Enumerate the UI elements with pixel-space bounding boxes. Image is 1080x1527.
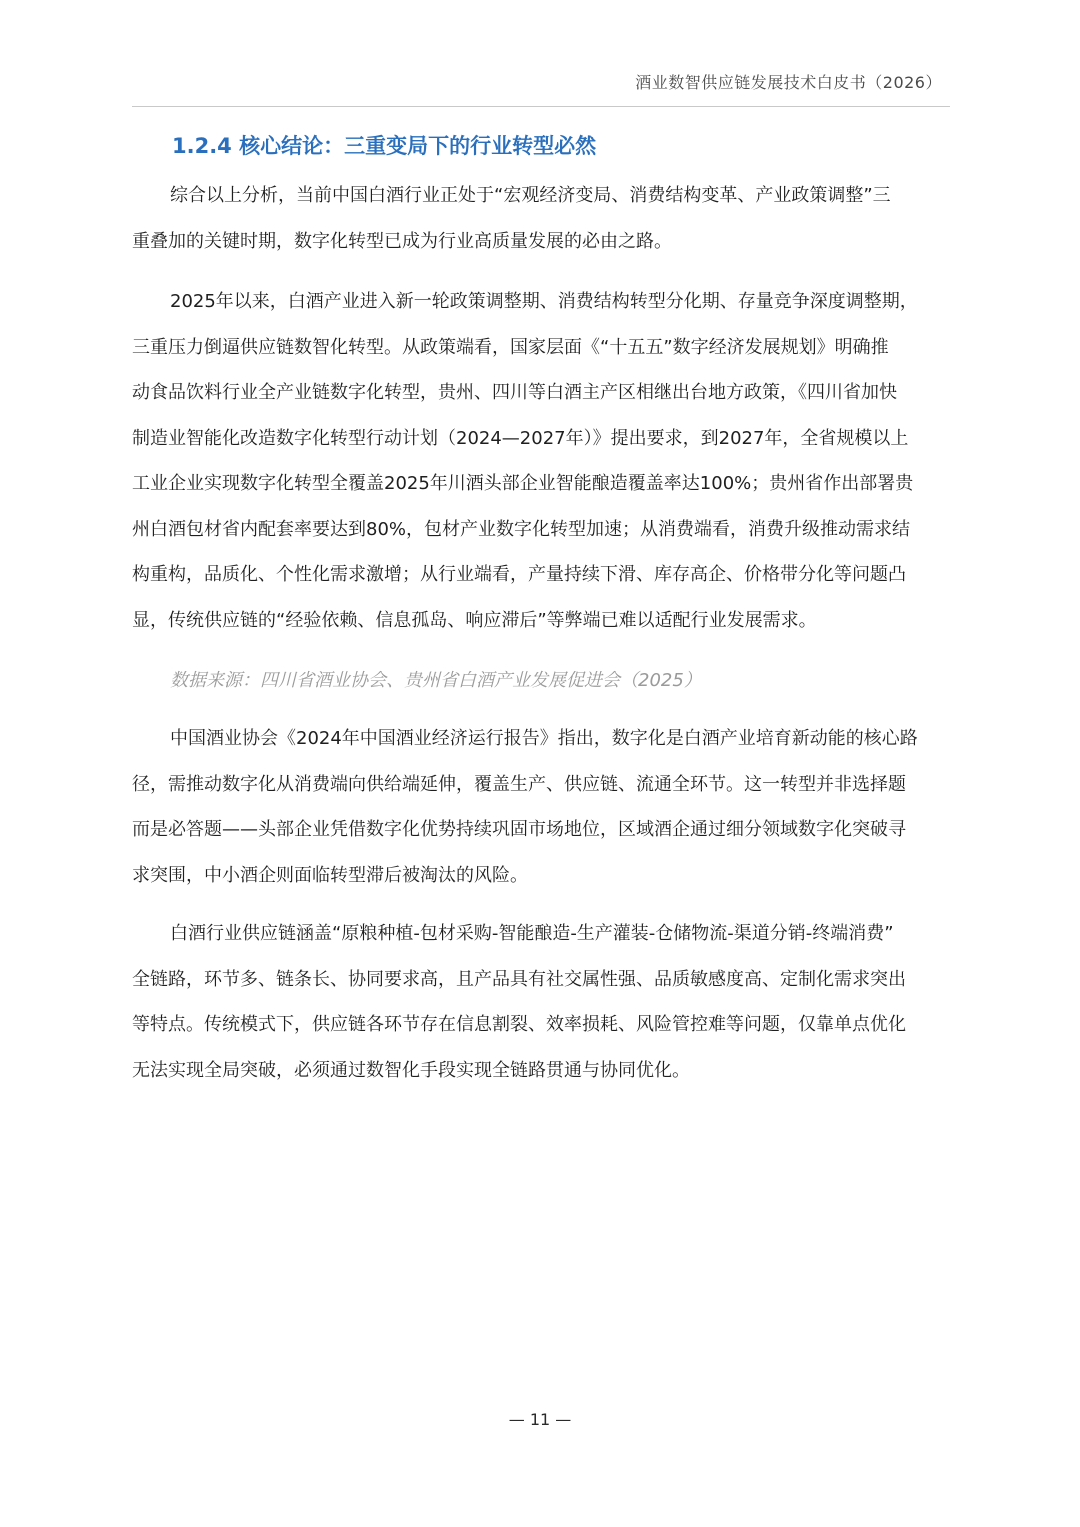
paragraph-line: 等特点。传统模式下，供应链各环节存在信息割裂、效率损耗、风险管控难等问题，仅靠单点优化 <box>132 1014 906 1035</box>
paragraph-line: 无法实现全局突破，必须通过数智化手段实现全链路贯通与协同优化。 <box>132 1059 690 1081</box>
paragraph-line: 州白酒包材省内配套率要达到80%，包材产业数字化转型加速；从消费端看，消费升级推动需求结 <box>132 518 911 540</box>
running-header-title: 酒业数智供应链发展技术白皮书（2026） <box>635 73 942 92</box>
paragraph-industry-report <box>132 726 952 908</box>
paragraph-summary <box>132 183 952 274</box>
data-source-note: 数据来源：四川省酒业协会、贵州省白酒产业发展促进会（2025） <box>170 670 702 691</box>
paragraph-policy-context <box>132 289 952 653</box>
section-heading: 1.2.4 核心结论：三重变局下的行业转型必然 <box>172 134 597 158</box>
paragraph-line: 工业企业实现数字化转型全覆盖2025年川酒头部企业智能酿造覆盖率达100%；贵州省作出部署贵 <box>132 473 914 494</box>
paragraph-line: 重叠加的关键时期，数字化转型已成为行业高质量发展的必由之路。 <box>132 230 672 252</box>
paragraph-line: 构重构，品质化、个性化需求激增；从行业端看，产量持续下滑、库存高企、价格带分化等问题凸 <box>132 564 906 585</box>
paragraph-line: 全链路，环节多、链条长、协同要求高，且产品具有社交属性强、品质敏感度高、定制化需求突出 <box>132 968 906 990</box>
paragraph-line: 2025年以来，白酒产业进入新一轮政策调整期、消费结构转型分化期、存量竞争深度调整期， <box>170 291 918 312</box>
paragraph-line: 而是必答题——头部企业凭借数字化优势持续巩固市场地位，区域酒企通过细分领域数字化突破寻 <box>132 819 906 840</box>
page-number: — 11 — <box>508 1410 572 1429</box>
paragraph-line: 综合以上分析，当前中国白酒行业正处于“宏观经济变局、消费结构变革、产业政策调整”三 <box>170 185 891 206</box>
paragraph-line: 显，传统供应链的“经验依赖、信息孤岛、响应滞后”等弊端已难以适配行业发展需求。 <box>132 609 817 631</box>
paragraph-line: 白酒行业供应链涵盖“原粮种植-包材采购-智能酿造-生产灌装-仓储物流-渠道分销-终端消费” <box>170 923 894 944</box>
header-divider <box>132 106 950 107</box>
paragraph-line: 三重压力倒逼供应链数智化转型。从政策端看，国家层面《“十五五”数字经济发展规划》明确推 <box>132 336 889 358</box>
paragraph-line: 求突围，中小酒企则面临转型滞后被淘汰的风险。 <box>132 864 528 886</box>
paragraph-line: 径，需推动数字化从消费端向供给端延伸，覆盖生产、供应链、流通全环节。这一转型并非选择题 <box>132 773 906 795</box>
paragraph-line: 制造业智能化改造数字化转型行动计划（2024—2027年）》提出要求，到2027年，全省规模以上 <box>132 427 909 449</box>
paragraph-line: 中国酒业协会《2024年中国酒业经济运行报告》指出，数字化是白酒产业培育新动能的核心路 <box>170 728 918 749</box>
paragraph-supply-chain <box>132 921 952 1103</box>
paragraph-line: 动食品饮料行业全产业链数字化转型，贵州、四川等白酒主产区相继出台地方政策，《四川省加快 <box>132 382 897 403</box>
